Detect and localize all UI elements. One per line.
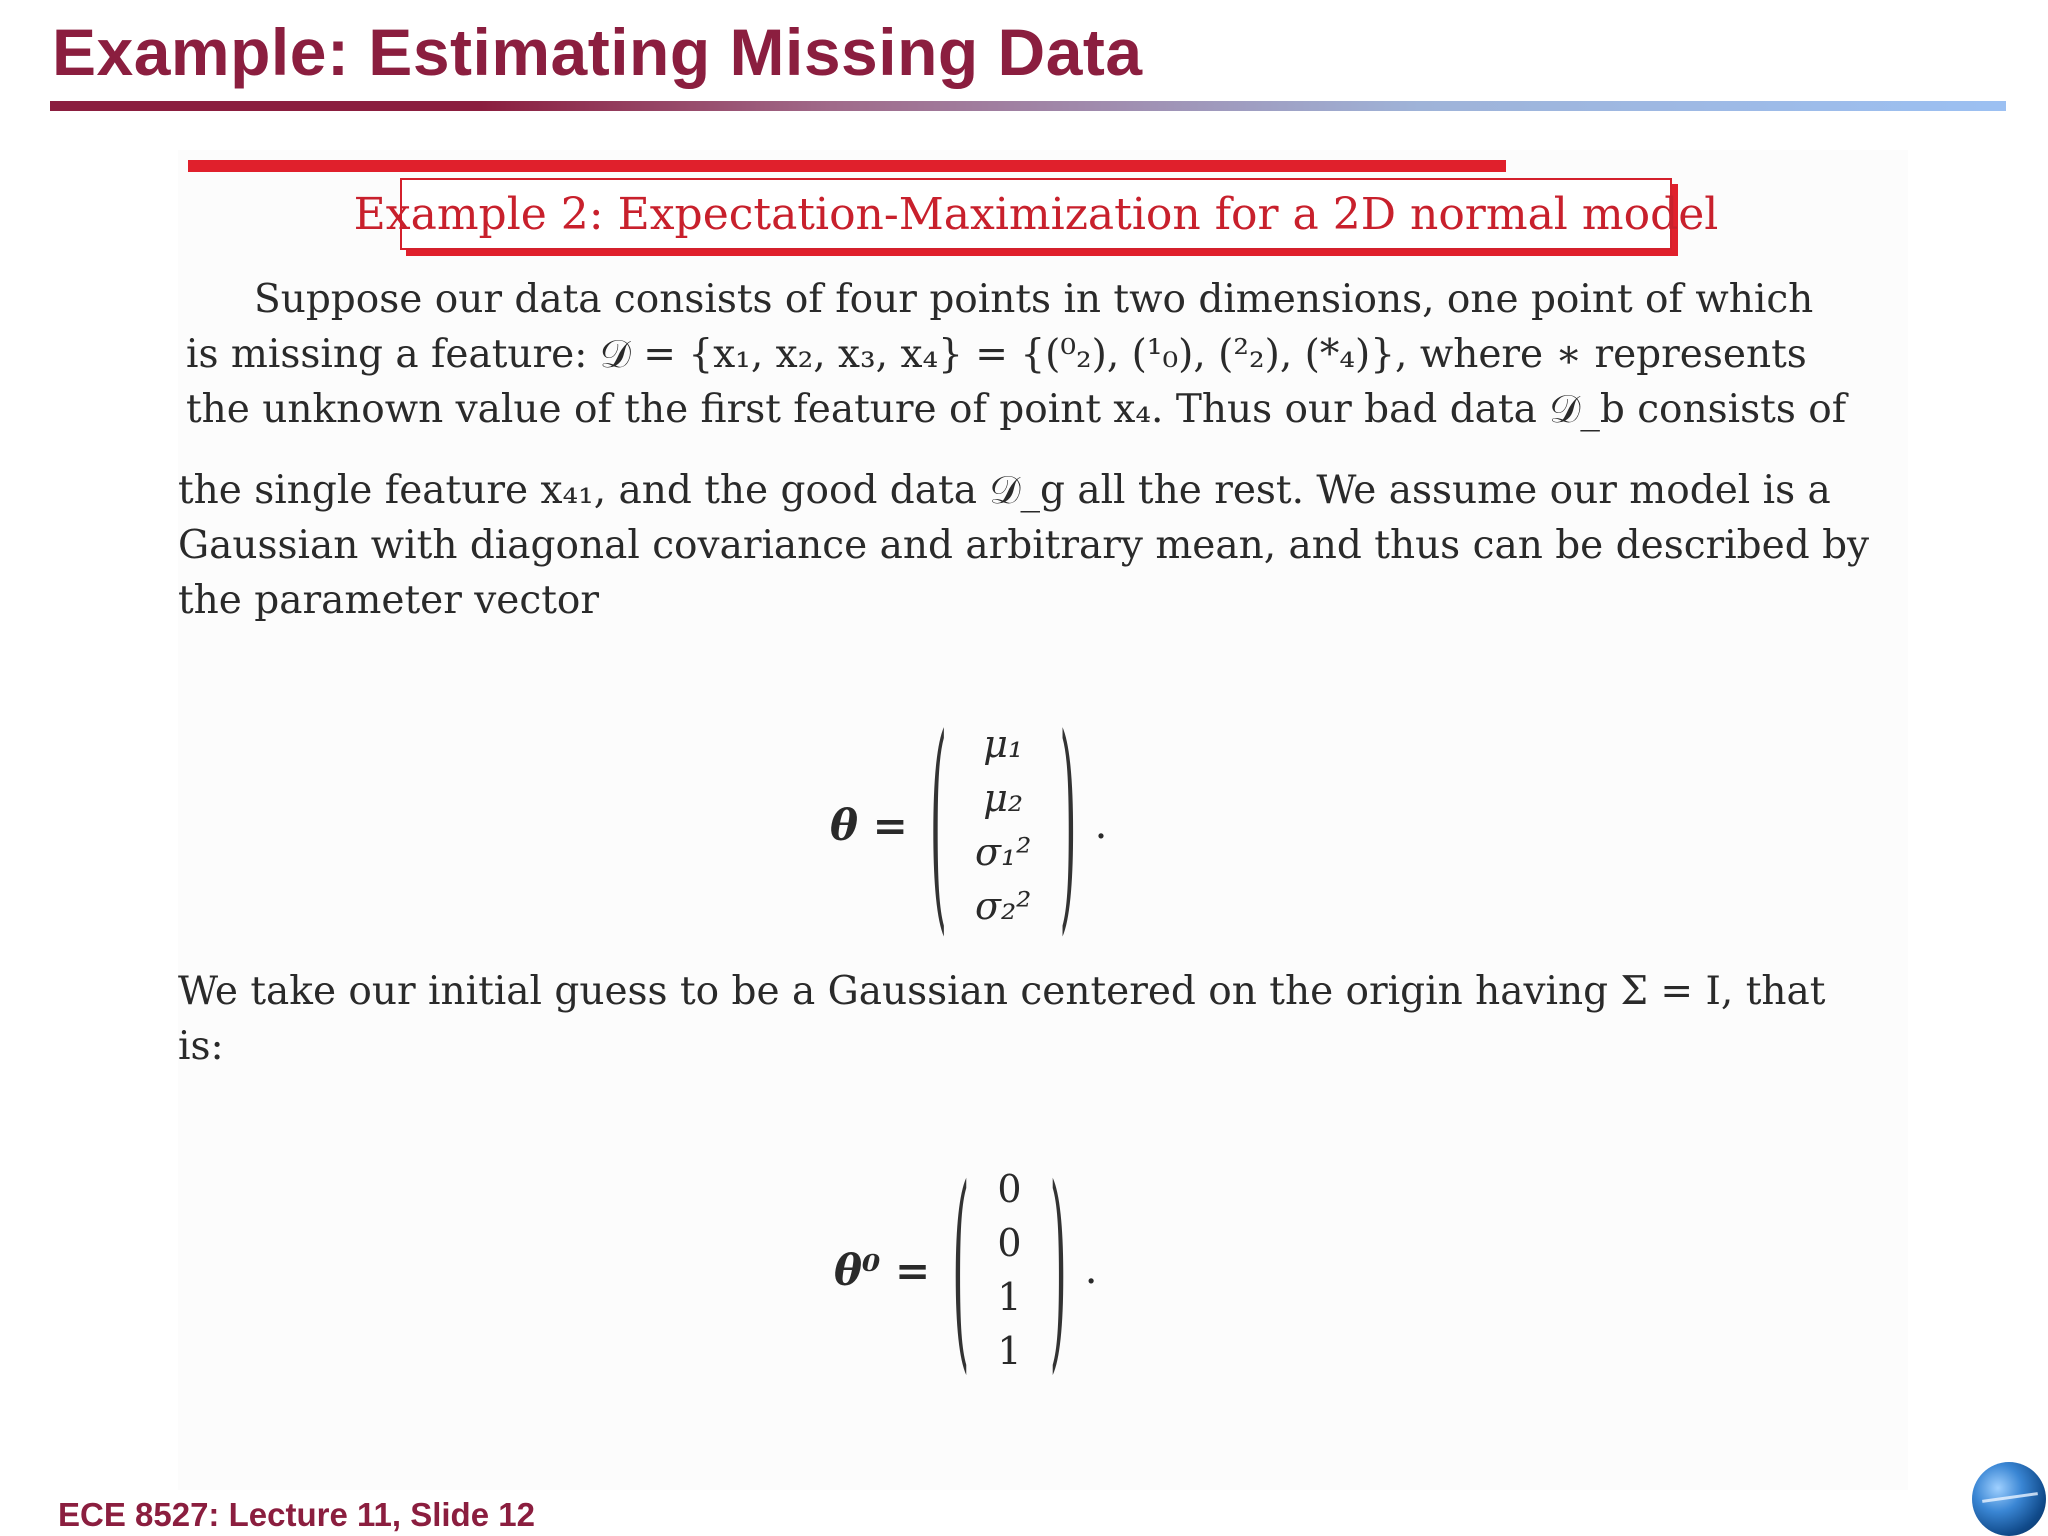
vector-entry: 0 [997, 1167, 1022, 1211]
red-accent-bar [188, 160, 1506, 172]
example-heading: Example 2: Expectation-Maximization for a 2D normal model [353, 188, 1719, 240]
vector-entry: 0 [997, 1221, 1022, 1265]
vector-entry: μ₁ [983, 722, 1024, 766]
parameter-vector [975, 717, 1031, 933]
right-paren: ) [1049, 1145, 1067, 1395]
example-heading-box [353, 178, 1719, 250]
right-paren: ) [1059, 692, 1077, 958]
vector-entry: 1 [997, 1329, 1022, 1373]
equation-lhs: θ⁰ = [834, 1245, 931, 1295]
paragraph-3-line: is: [178, 1024, 224, 1069]
paragraph-2 [178, 463, 1868, 628]
vector-entry: μ₂ [983, 776, 1024, 820]
slide-footer: ECE 8527: Lecture 11, Slide 12 [58, 1496, 535, 1533]
slide-title: Example: Estimating Missing Data [52, 15, 1143, 89]
initial-guess-equation [834, 1145, 1098, 1395]
parameter-vector-equation [830, 692, 1108, 958]
title-divider [50, 101, 2006, 111]
vector-entry: 1 [997, 1275, 1022, 1319]
initial-vector [997, 1162, 1021, 1378]
globe-logo-icon [1972, 1462, 2046, 1536]
paragraph-3 [178, 964, 1868, 1074]
paragraph-2-line: the single feature x₄₁, and the good data 𝒟_g all the rest. We assume our model is a [178, 468, 1831, 513]
vector-entry: σ₂² [975, 884, 1032, 928]
paragraph-3-line: We take our initial guess to be a Gaussian centered on the origin having Σ = I, that [178, 969, 1826, 1014]
left-paren: ( [952, 1145, 970, 1395]
equation-period: . [1084, 1247, 1098, 1293]
vector-entry: σ₁² [975, 830, 1032, 874]
paragraph-1-line: Suppose our data consists of four points in two dimensions, one point of which [254, 277, 1814, 322]
equation-lhs: θ = [830, 800, 908, 850]
left-paren: ( [929, 692, 947, 958]
paragraph-2-line: Gaussian with diagonal covariance and arbitrary mean, and thus can be described by [178, 523, 1870, 568]
paragraph-1-line: is missing a feature: 𝒟 = {x₁, x₂, x₃, x₄} = {(⁰₂), (¹₀), (²₂), (*₄)}, where ∗ represents [186, 332, 1807, 377]
equation-period: . [1094, 802, 1108, 848]
paragraph-1 [186, 272, 1876, 437]
paragraph-2-line: the parameter vector [178, 578, 599, 623]
paragraph-1-line: the unknown value of the first feature of point x₄. Thus our bad data 𝒟_b consists of [186, 387, 1847, 432]
